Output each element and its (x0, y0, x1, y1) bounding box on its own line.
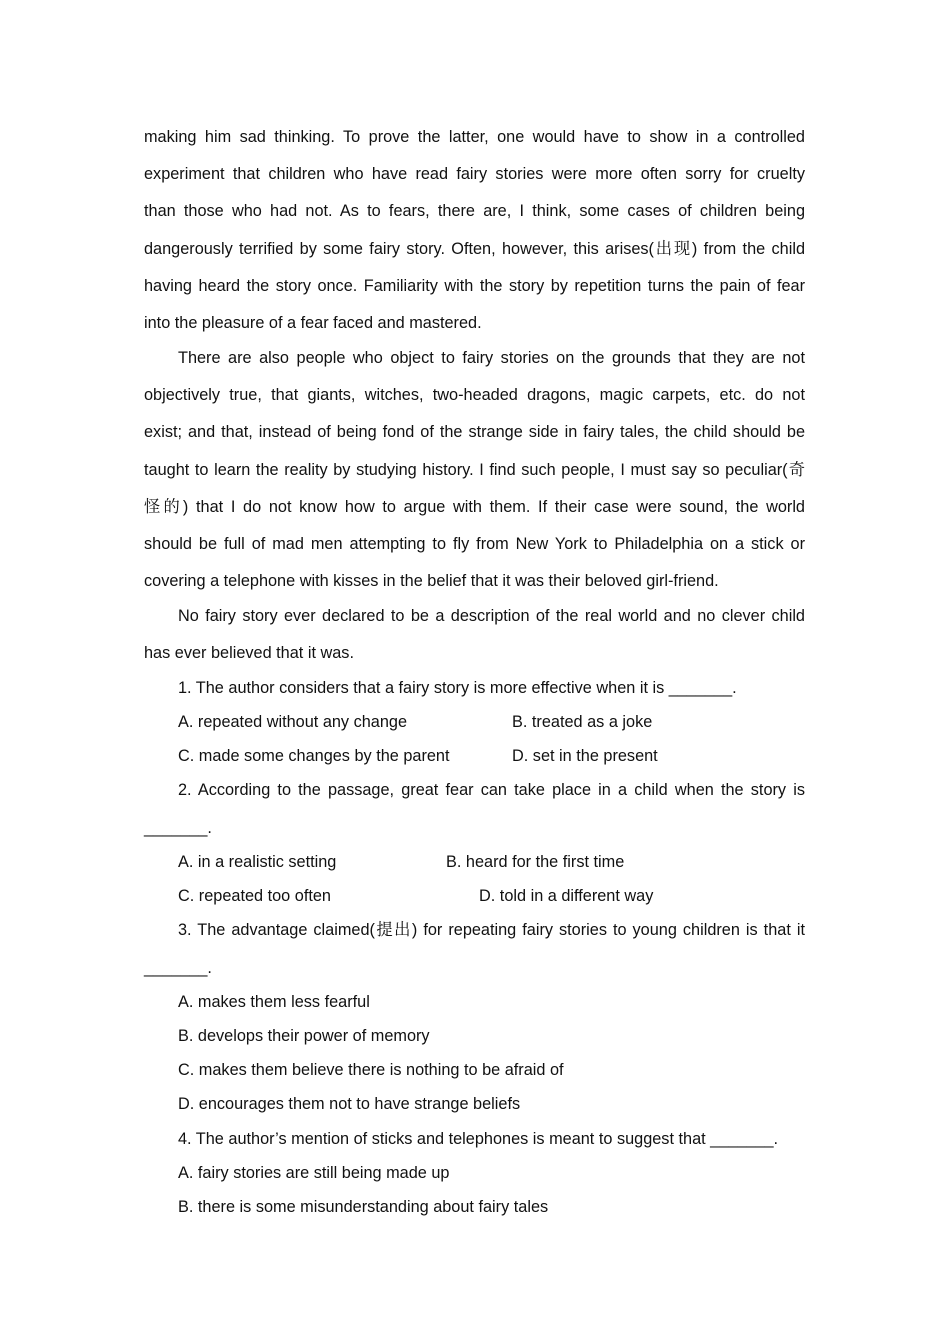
question-3-stem-blank: _______. (144, 959, 212, 977)
passage-line: dangerously terrified by some fairy story. Often, however, this arises(出现) from the child (144, 240, 805, 258)
passage-line: should be full of mad men attempting to fly from New York to Philadelphia on a stick or (144, 535, 805, 553)
question-2-stem-blank: _______. (144, 819, 212, 837)
passage-line: into the pleasure of a fear faced and mastered. (144, 314, 482, 332)
question-2-option-a: A. in a realistic setting (178, 853, 337, 871)
question-3-option-c: C. makes them believe there is nothing to be afraid of (178, 1061, 564, 1079)
passage-line: taught to learn the reality by studying history. I find such people, I must say so peculiar(奇 (144, 461, 805, 479)
question-1-stem: 1. The author considers that a fairy story is more effective when it is _______. (178, 679, 737, 697)
passage-line: having heard the story once. Familiarity with the story by repetition turns the pain of fear (144, 277, 805, 295)
passage-line: covering a telephone with kisses in the belief that it was their beloved girl-friend. (144, 572, 719, 590)
passage-line: has ever believed that it was. (144, 644, 354, 662)
question-4-option-a: A. fairy stories are still being made up (178, 1164, 450, 1182)
question-3-option-d: D. encourages them not to have strange beliefs (178, 1095, 521, 1113)
question-3-option-b: B. develops their power of memory (178, 1027, 430, 1045)
question-1-option-c: C. made some changes by the parent (178, 747, 450, 765)
question-2-stem: 2. According to the passage, great fear can take place in a child when the story is (178, 781, 805, 799)
question-1-option-d: D. set in the present (512, 747, 658, 765)
question-2-option-b: B. heard for the first time (446, 853, 625, 871)
passage-line: exist; and that, instead of being fond of the strange side in fairy tales, the child should be (144, 423, 805, 441)
question-3-option-a: A. makes them less fearful (178, 993, 370, 1011)
question-1-option-a: A. repeated without any change (178, 713, 408, 731)
passage-line: making him sad thinking. To prove the latter, one would have to show in a controlled (144, 128, 805, 146)
question-1-option-b: B. treated as a joke (512, 713, 653, 731)
question-4-option-b: B. there is some misunderstanding about fairy tales (178, 1198, 549, 1216)
passage-line: There are also people who object to fairy stories on the grounds that they are not (178, 349, 805, 367)
passage-line: 怪的) that I do not know how to argue with them. If their case were sound, the world (144, 498, 805, 516)
question-4-stem: 4. The author’s mention of sticks and telephones is meant to suggest that _______. (178, 1130, 779, 1148)
passage-line: experiment that children who have read fairy stories were more often sorry for cruelty (144, 165, 805, 183)
passage-line: No fairy story ever declared to be a description of the real world and no clever child (178, 607, 805, 625)
question-2-option-d: D. told in a different way (479, 887, 654, 905)
passage-line: than those who had not. As to fears, there are, I think, some cases of children being (144, 202, 805, 220)
question-3-stem: 3. The advantage claimed(提出) for repeating fairy stories to young children is that it (178, 921, 805, 939)
question-2-option-c: C. repeated too often (178, 887, 331, 905)
passage-line: objectively true, that giants, witches, two-headed dragons, magic carpets, etc. do not (144, 386, 805, 404)
